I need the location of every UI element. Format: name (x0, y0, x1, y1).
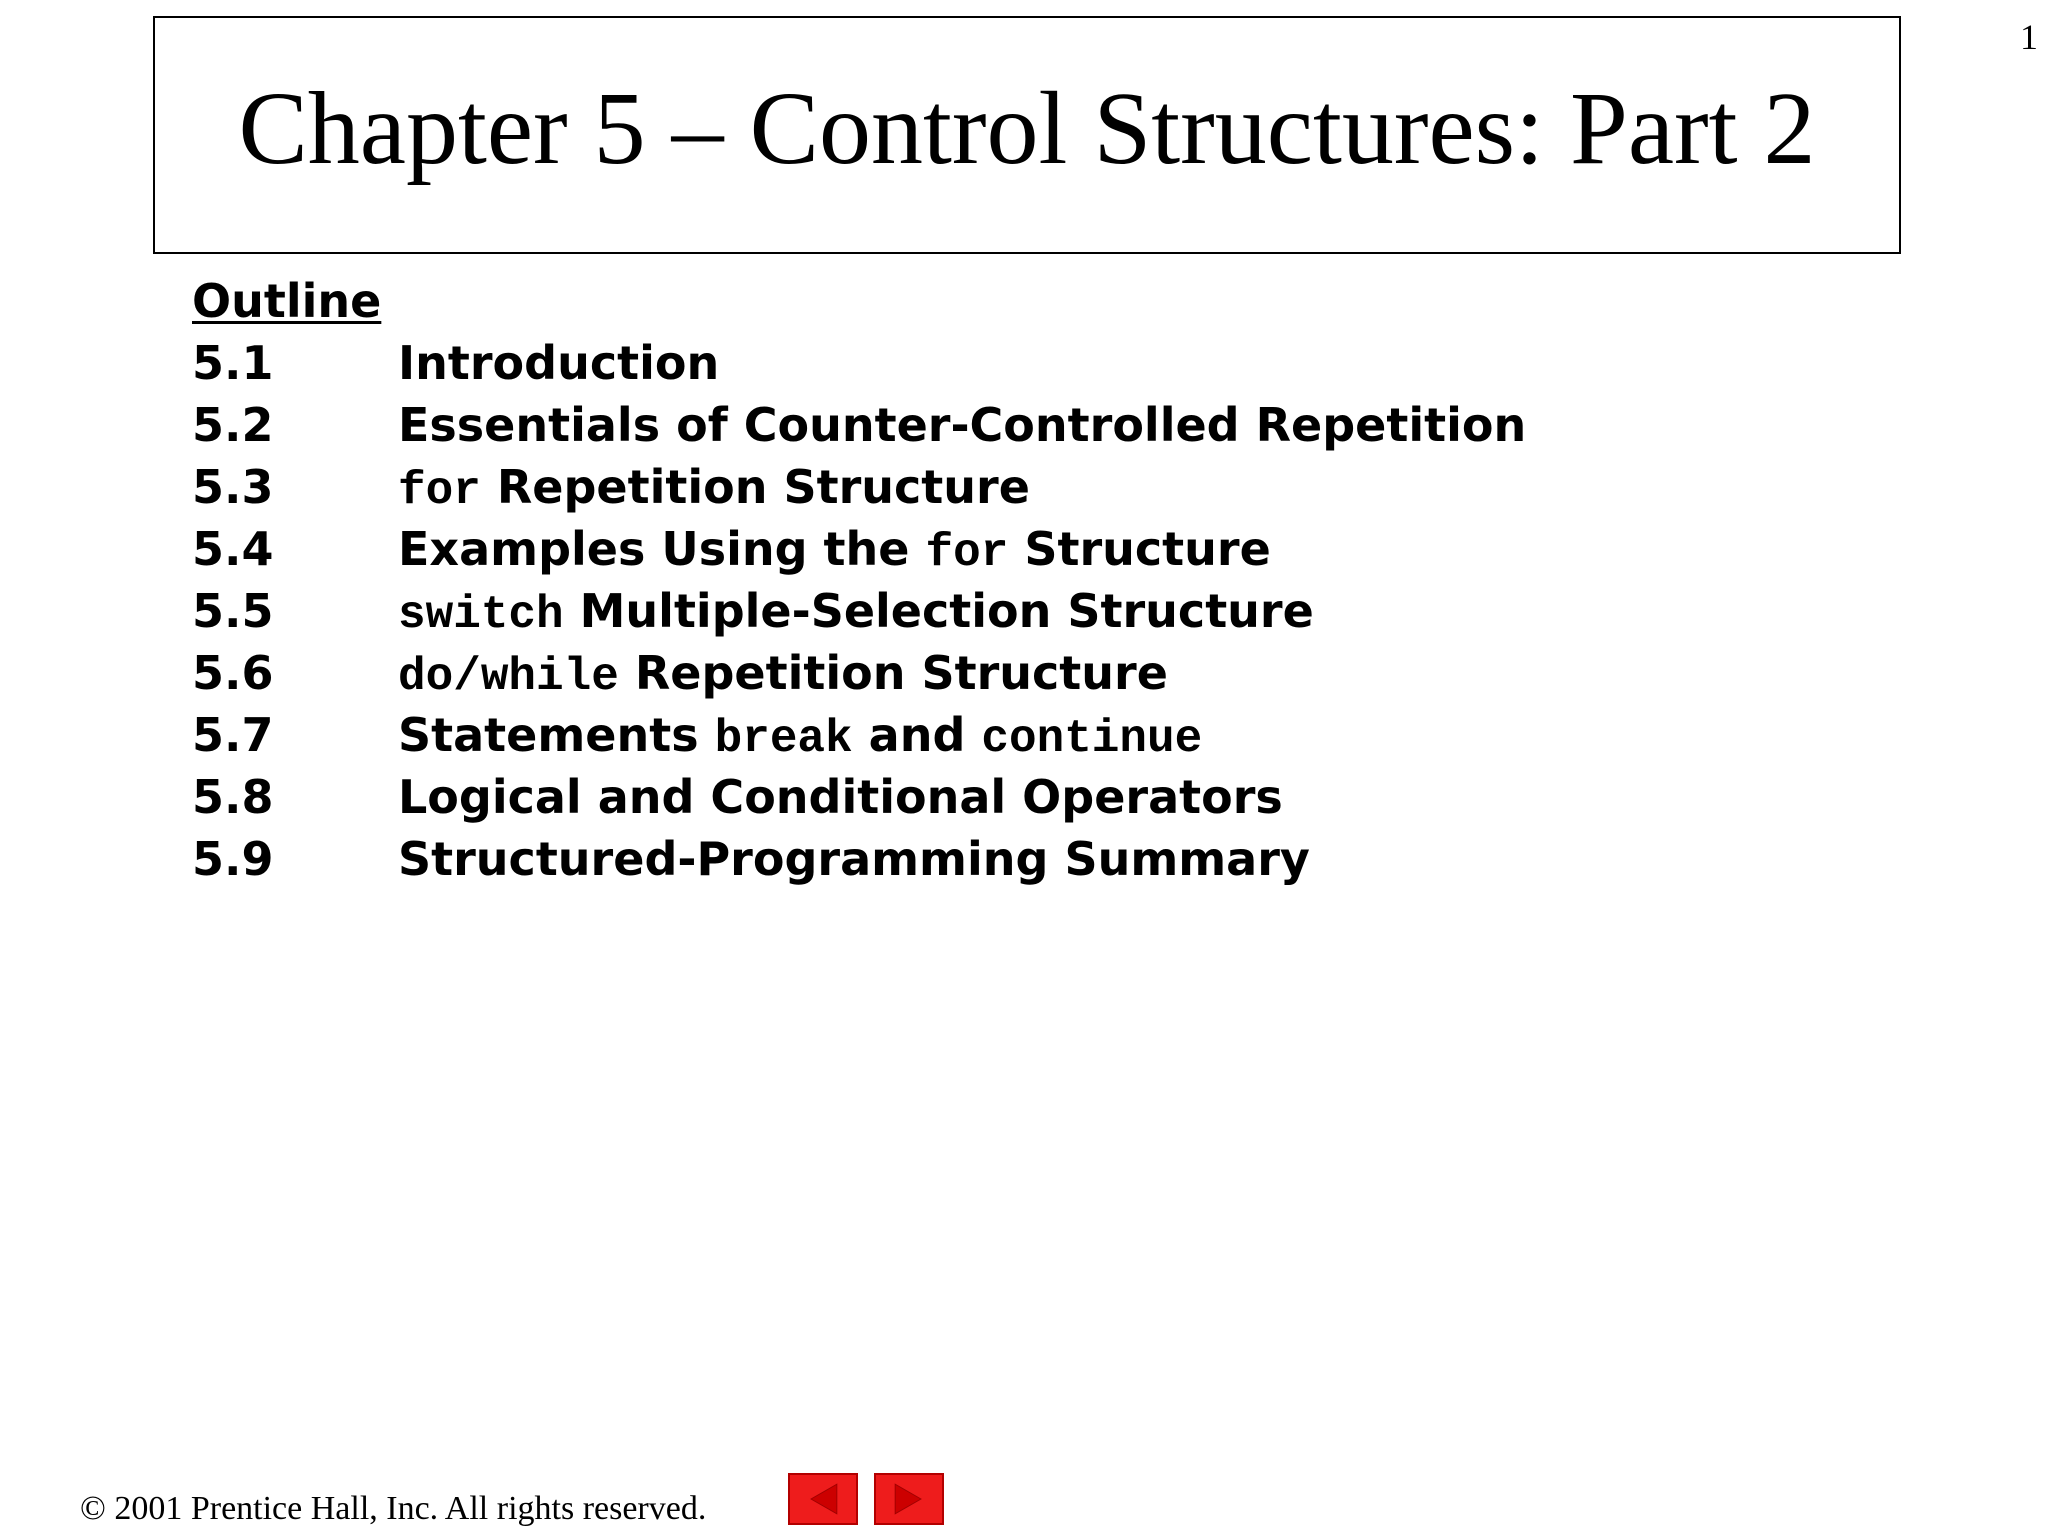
outline-item (192, 766, 1526, 828)
outline-item-number: 5.8 (192, 770, 274, 824)
outline-item-title (398, 642, 1168, 704)
outline-item-text: Structure (1008, 522, 1271, 576)
outline-item-text: Multiple-Selection Structure (563, 584, 1314, 638)
outline-item (192, 580, 1526, 642)
outline-item-title (398, 828, 1310, 890)
outline-item-title (398, 766, 1283, 828)
outline-item-text: Logical and Conditional Operators (398, 770, 1283, 824)
outline-item-code: break (714, 713, 853, 765)
outline-item-text: Essentials of Counter-Controlled Repetition (398, 398, 1527, 452)
outline-item-title (398, 456, 1030, 518)
page-number: 1 (2020, 17, 2038, 57)
outline-item-title (398, 332, 719, 394)
previous-slide-button[interactable] (788, 1473, 858, 1525)
triangle-right-icon (876, 1475, 942, 1523)
outline-item-number: 5.3 (192, 460, 274, 514)
outline-item-number: 5.9 (192, 832, 274, 886)
outline-item (192, 704, 1526, 766)
outline-item-number: 5.1 (192, 336, 274, 390)
outline-item-text: Repetition Structure (480, 460, 1030, 514)
outline-item-code: do/while (398, 651, 619, 703)
outline-item-text: Introduction (398, 336, 720, 390)
outline-item (192, 518, 1526, 580)
outline-item-title (398, 704, 1202, 766)
outline (192, 270, 1526, 890)
outline-item (192, 394, 1526, 456)
outline-item (192, 642, 1526, 704)
copyright-notice: © 2001 Prentice Hall, Inc. All rights reserved. (80, 1490, 707, 1527)
next-slide-button[interactable] (874, 1473, 944, 1525)
outline-item-number: 5.2 (192, 398, 274, 452)
slide-title: Chapter 5 – Control Structures: Part 2 (238, 71, 1816, 186)
outline-item-number: 5.7 (192, 708, 274, 762)
outline-item-number: 5.5 (192, 584, 274, 638)
outline-item (192, 332, 1526, 394)
outline-item (192, 456, 1526, 518)
outline-item-text: Examples Using the (398, 522, 926, 576)
outline-item (192, 828, 1526, 890)
outline-item-number: 5.4 (192, 522, 274, 576)
outline-item-text: Structured-Programming Summary (398, 832, 1310, 886)
outline-list (192, 332, 1526, 890)
outline-item-code: for (925, 527, 1009, 579)
outline-item-code: switch (398, 589, 564, 641)
outline-heading: Outline (192, 274, 382, 328)
outline-item-text: Statements (398, 708, 715, 762)
outline-item-code: continue (981, 713, 1203, 765)
title-box (153, 16, 1901, 254)
outline-item-text: Repetition Structure (618, 646, 1168, 700)
triangle-left-icon (790, 1475, 856, 1523)
outline-item-title (398, 394, 1526, 456)
outline-item-code: for (398, 465, 481, 517)
outline-item-text: and (852, 708, 982, 762)
outline-item-number: 5.6 (192, 646, 274, 700)
outline-item-title (398, 580, 1314, 642)
outline-item-title (398, 518, 1271, 580)
